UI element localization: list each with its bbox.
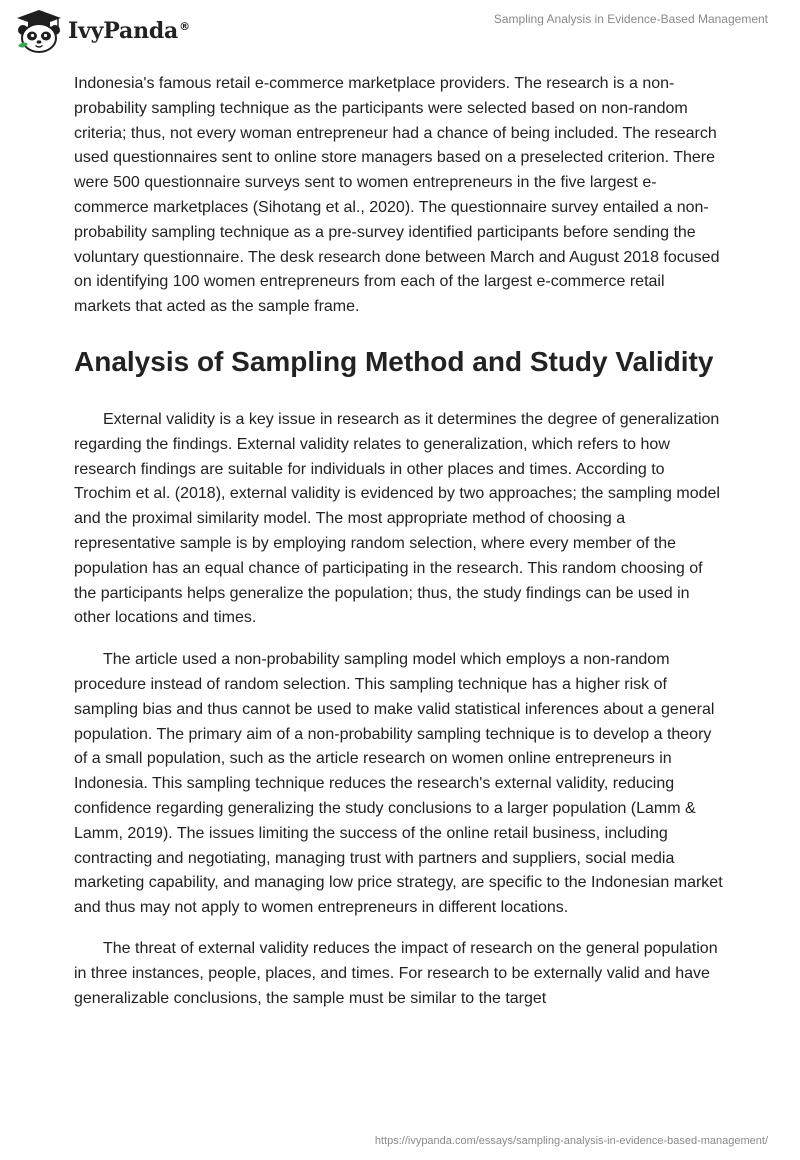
source-url[interactable]: https://ivypanda.com/essays/sampling-analysis-in-evidence-based-management/ xyxy=(374,1135,768,1147)
brand-name: IvyPanda® xyxy=(68,18,190,44)
ivypanda-logo[interactable] xyxy=(14,8,190,54)
essay-paragraph: External validity is a key issue in research as it determines the degree of generalization regarding the findings. External validity relates to generalization, which refers to how research findings are suitable for individuals in other places and times. According to Trochim et al. (2018), external validity is evidenced by two approaches; the sampling model and the proximal similarity model. The most appropriate method of choosing a representative sample is by employing random selection, where every member of the population has an equal chance of participating in the research. This random choosing of the participants helps generalize the population; thus, the study findings can be used in other locations and times. xyxy=(74,410,720,627)
essay-content xyxy=(74,72,724,1011)
essay-paragraph: The article used a non-probability sampling model which employs a non-random procedure instead of random selection. This sampling technique has a higher risk of sampling bias and thus cannot be used to make valid statistical inferences about a general population. The primary aim of a non-probability sampling technique is to develop a theory of a small population, such as the article research on women online entrepreneurs in Indonesia. This sampling technique reduces the research's external validity, reducing confidence regarding generalizing the study conclusions to a larger population (Lamm & Lamm, 2019). The issues limiting the success of the online retail business, including contracting and negotiating, managing trust with partners and suppliers, social media marketing capability, and managing low price strategy, are specific to the Indonesian market and thus may not apply to women entrepreneurs in different locations. xyxy=(74,651,723,917)
section-heading: Analysis of Sampling Method and Study Validity xyxy=(74,345,714,377)
essay-paragraph: The threat of external validity reduces the impact of research on the general population in three instances, people, places, and times. For research to be externally valid and have generalizable conclusions, the sample must be similar to the target xyxy=(74,939,718,1007)
page-header xyxy=(0,0,800,60)
panda-graduate-icon xyxy=(14,8,64,54)
document-title: Sampling Analysis in Evidence-Based Management xyxy=(493,12,768,26)
essay-paragraph: Indonesia's famous retail e-commerce marketplace providers. The research is a non-probability sampling technique as the participants were selected based on non-random criteria; thus, not every woman entrepreneur had a chance of being included. The research used questionnaires sent to online store managers based on a preselected criterion. There were 500 questionnaire surveys sent to women entrepreneurs in the five largest e-commerce marketplaces (Sihotang et al., 2020). The questionnaire survey entailed a non-probability sampling technique as a pre-survey identified participants before sending the voluntary questionnaire. The desk research done between March and August 2018 focused on identifying 100 women entrepreneurs from each of the largest e-commerce retail markets that acted as the sample frame. xyxy=(74,75,720,316)
